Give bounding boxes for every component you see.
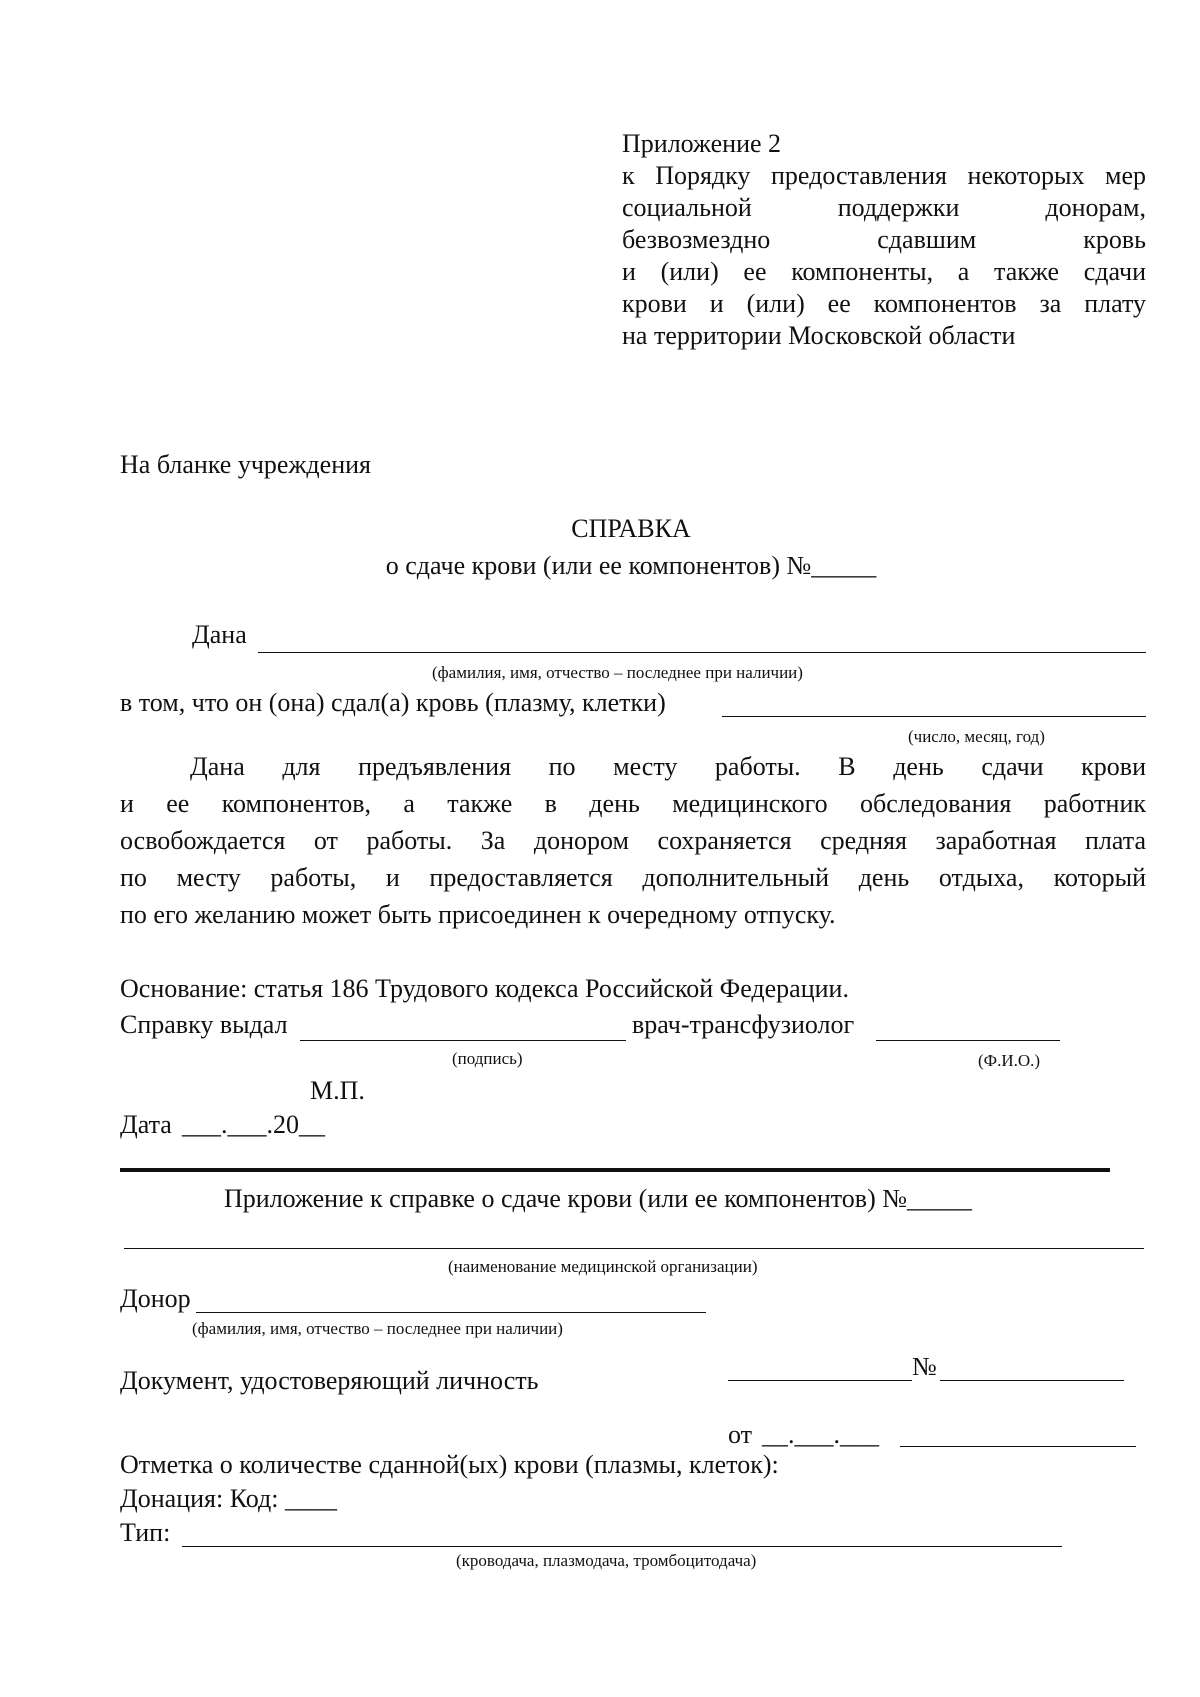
appendix-line-2: социальной поддержки донорам, xyxy=(622,193,1146,222)
id-document-series-field[interactable] xyxy=(728,1380,912,1381)
basis-text: Основание: статья 186 Трудового кодекса Российской Федерации. xyxy=(120,974,849,1003)
donated-label: в том, что он (она) сдал(а) кровь (плазму, клетки) xyxy=(120,688,666,717)
id-document-number-field[interactable] xyxy=(940,1380,1124,1381)
appendix-line-6: на территории Московской области xyxy=(622,321,1016,350)
doctor-name-field[interactable] xyxy=(876,1040,1060,1041)
donation-code-label: Донация: Код: ____ xyxy=(120,1484,337,1513)
signature-field[interactable] xyxy=(300,1040,626,1041)
certificate-subtitle: о сдаче крови (или ее компонентов) №_____ xyxy=(385,551,877,580)
attachment-title: Приложение к справке о сдаче крови (или ее компонентов) №_____ xyxy=(224,1184,973,1213)
body-line-2: и ее компонентов, а также в день медицинского обследования работник xyxy=(120,789,1146,818)
from-date-field[interactable]: __.___.___ xyxy=(762,1420,879,1449)
appendix-line-1: к Порядку предоставления некоторых мер xyxy=(622,161,1146,190)
fio-hint: (Ф.И.О.) xyxy=(978,1051,1041,1070)
date-label: Дата xyxy=(120,1110,172,1139)
issued-by-field[interactable] xyxy=(900,1446,1136,1447)
appendix-title: Приложение 2 xyxy=(622,129,782,158)
issued-to-label: Дана xyxy=(192,620,247,649)
id-number-sign: № xyxy=(912,1352,937,1381)
section-divider xyxy=(120,1168,1110,1172)
date-field[interactable]: ___.___.20__ xyxy=(182,1110,325,1139)
issued-to-field[interactable] xyxy=(258,652,1146,653)
donation-date-hint: (число, месяц, год) xyxy=(908,727,1045,746)
type-field[interactable] xyxy=(182,1546,1062,1547)
appendix-header xyxy=(622,128,1146,352)
letterhead-note: На бланке учреждения xyxy=(120,450,371,479)
id-document-label: Документ, удостоверяющий личность xyxy=(120,1366,539,1395)
type-hint: (кроводача, плазмодача, тромбоцитодача) xyxy=(456,1551,757,1570)
donor-label: Донор xyxy=(120,1284,191,1313)
body-line-1: Дана для предъявления по месту работы. В день сдачи крови xyxy=(190,752,1146,781)
donation-date-field[interactable] xyxy=(722,716,1146,717)
amount-label: Отметка о количестве сданной(ых) крови (плазмы, клеток): xyxy=(120,1450,779,1479)
body-line-4: по месту работы, и предоставляется дополнительный день отдыха, который xyxy=(120,863,1146,892)
stamp-label: М.П. xyxy=(310,1076,365,1105)
certificate-title: СПРАВКА xyxy=(571,514,691,543)
donor-hint: (фамилия, имя, отчество – последнее при наличии) xyxy=(192,1319,563,1338)
body-line-5: по его желанию может быть присоединен к очередному отпуску. xyxy=(120,900,836,929)
from-label: от xyxy=(728,1420,753,1449)
doctor-label: врач-трансфузиолог xyxy=(632,1010,855,1039)
body-line-3: освобождается от работы. За донором сохраняется средняя заработная плата xyxy=(120,826,1146,855)
appendix-line-3: безвозмездно сдавшим кровь xyxy=(622,225,1146,254)
issued-by-label: Справку выдал xyxy=(120,1010,288,1039)
issued-to-hint: (фамилия, имя, отчество – последнее при наличии) xyxy=(432,663,803,682)
donor-field[interactable] xyxy=(196,1312,706,1313)
organization-field[interactable] xyxy=(124,1248,1144,1249)
appendix-line-4: и (или) ее компоненты, а также сдачи xyxy=(622,257,1146,286)
appendix-line-5: крови и (или) ее компонентов за плату xyxy=(622,289,1146,318)
certificate-body xyxy=(120,748,1146,933)
signature-hint: (подпись) xyxy=(452,1049,523,1068)
organization-hint: (наименование медицинской организации) xyxy=(448,1257,758,1276)
type-label: Тип: xyxy=(120,1518,171,1547)
